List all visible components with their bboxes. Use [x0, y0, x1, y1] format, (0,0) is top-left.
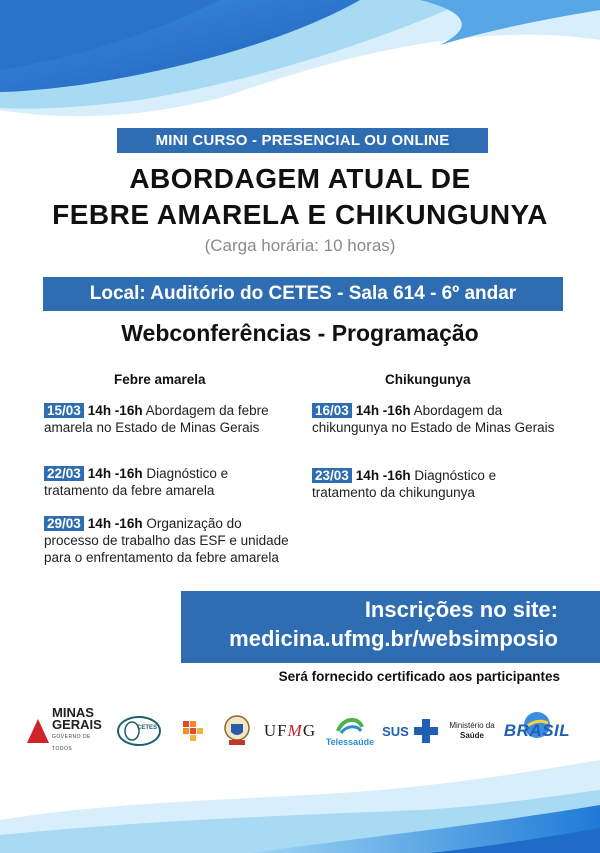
- program-title: Webconferências - Programação: [121, 320, 479, 346]
- event-date: 15/03: [44, 403, 84, 418]
- minas-text-line1: MINAS: [52, 705, 94, 720]
- event-time: 14h -16h: [87, 516, 143, 531]
- event-time: 14h -16h: [355, 468, 411, 483]
- brasil-text: BRASIL: [503, 721, 571, 740]
- ufmg-text-m: M: [287, 721, 303, 740]
- event-description: Abordagem da febre amarela no Estado de Minas Gerais: [44, 403, 269, 435]
- workload-text: (Carga horária: 10 horas): [204, 236, 396, 255]
- event-date: 29/03: [44, 516, 84, 531]
- event-description: Diagnóstico e tratamento da chikungunya: [312, 468, 497, 500]
- brasil-logo: [502, 708, 572, 754]
- event-date: 16/03: [312, 403, 352, 418]
- registration-box: [181, 591, 600, 663]
- event-description: Diagnóstico e tratamento da febre amarela: [44, 466, 229, 498]
- ministerio-text-line1: Ministério da: [449, 721, 495, 730]
- minas-tagline: GOVERNO DE TODOS: [52, 734, 91, 752]
- ministerio-saude-logo: [446, 708, 498, 754]
- minas-text-line2: GERAIS: [52, 717, 102, 732]
- certificate-notice: Será fornecido certificado aos participantes: [278, 669, 560, 684]
- ufmg-text-left: UF: [263, 721, 288, 740]
- telessaude-text: Telessaúde: [325, 737, 375, 747]
- crest-logo: [222, 708, 252, 754]
- cetes-logo: [115, 708, 163, 754]
- crest-shield-icon: [223, 714, 251, 748]
- registration-label: Inscrições no site:: [364, 597, 558, 622]
- event-date: 23/03: [312, 468, 352, 483]
- column-heading-febre-amarela: Febre amarela: [114, 372, 206, 387]
- telessaude-logo: [322, 708, 378, 754]
- sus-logo: [382, 708, 440, 754]
- event-time: 14h -16h: [87, 403, 143, 418]
- cetes-emblem-icon: [116, 714, 162, 748]
- schedule-item-febre-1: [44, 402, 294, 436]
- ufmg-logo: [262, 708, 318, 754]
- ufmg-text-right: G: [302, 721, 317, 740]
- medical-cross-icon: [412, 717, 440, 745]
- mini-course-badge: MINI CURSO - PRESENCIAL OU ONLINE: [117, 128, 488, 153]
- schedule-item-febre-3: [44, 515, 294, 566]
- schedule-item-chik-2: [312, 467, 557, 501]
- telessaude-swirl-icon: [335, 715, 365, 737]
- event-date: 22/03: [44, 466, 84, 481]
- registration-url-link[interactable]: medicina.ufmg.br/websimposio: [229, 626, 558, 651]
- ministerio-text-line2: Saúde: [459, 731, 484, 740]
- schedule-item-febre-2: [44, 465, 294, 499]
- event-description: Abordagem da chikungunya no Estado de Minas Gerais: [312, 403, 555, 435]
- sponsor-logos-row: [0, 705, 600, 758]
- minas-gerais-logo: [26, 705, 102, 754]
- cetes-text: CETES: [137, 725, 158, 731]
- event-time: 14h -16h: [355, 403, 411, 418]
- title-line-2: FEBRE AMARELA E CHIKUNGUNYA: [52, 199, 548, 230]
- title-line-1: ABORDAGEM ATUAL DE: [129, 163, 471, 194]
- sus-text: SUS: [382, 723, 409, 739]
- grid-squares-icon: [183, 721, 209, 741]
- event-description: Organização do processo de trabalho das ESF e unidade para o enfrentamento da febre amarela: [44, 516, 289, 565]
- schedule-item-chik-1: [312, 402, 557, 436]
- column-heading-chikungunya: Chikungunya: [385, 372, 471, 387]
- minas-triangle-icon: [26, 717, 50, 745]
- location-banner: Local: Auditório do CETES - Sala 614 - 6º andar: [43, 277, 563, 311]
- event-time: 14h -16h: [87, 466, 143, 481]
- colorful-grid-logo: [176, 708, 216, 754]
